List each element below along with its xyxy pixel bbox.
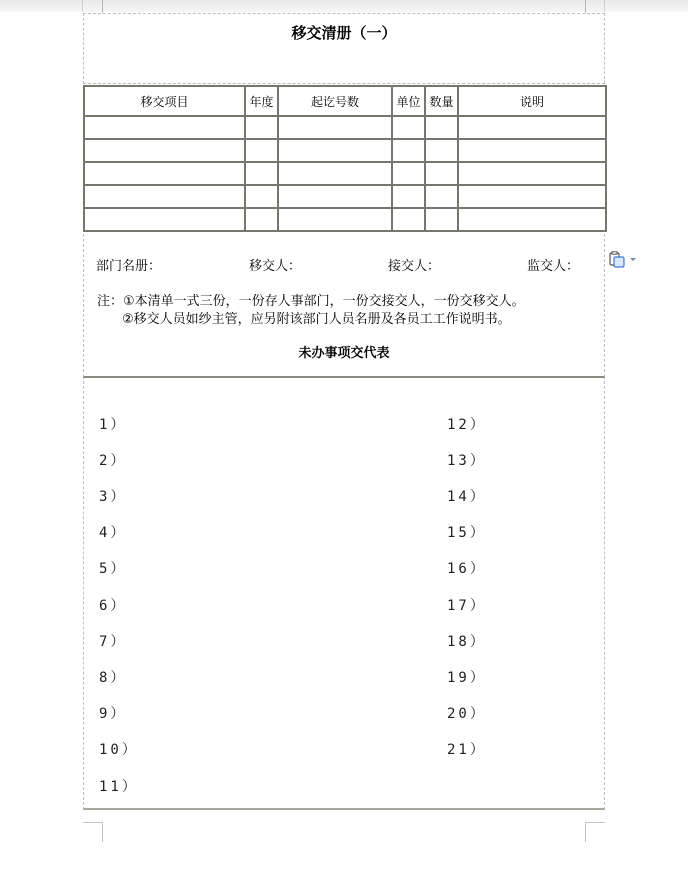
transfer-table (83, 85, 607, 232)
table-cell[interactable] (84, 208, 245, 231)
list-item: 4） (99, 525, 128, 541)
transferor-label: 移交人： (249, 259, 302, 274)
list-item: 16） (447, 561, 487, 577)
table-row (84, 116, 606, 139)
table-cell[interactable] (84, 162, 245, 185)
pending-items-list (83, 376, 605, 810)
pending-items-title: 未办事项交代表 (298, 346, 390, 361)
table-cell[interactable] (392, 139, 425, 162)
table-cell[interactable] (84, 185, 245, 208)
table-cell[interactable] (458, 208, 606, 231)
note-line-1: 注：①本清单一式三份，一份存人事部门，一份交接交人，一份交移交人。 (97, 294, 525, 309)
table-cell[interactable] (278, 116, 392, 139)
table-row (84, 139, 606, 162)
table-cell[interactable] (84, 139, 245, 162)
table-cell[interactable] (84, 116, 245, 139)
list-item: 12） (447, 417, 487, 433)
table-cell[interactable] (458, 139, 606, 162)
document-title: 移交清册（一） (291, 24, 397, 42)
supervisor-label: 监交人： (527, 259, 580, 274)
list-item: 19） (447, 670, 487, 686)
header-quantity: 数量 (425, 86, 458, 116)
table-cell[interactable] (245, 139, 278, 162)
receiver-label: 接交人： (388, 259, 441, 274)
table-cell[interactable] (245, 208, 278, 231)
chevron-down-icon[interactable] (630, 258, 636, 261)
margin-corner-mark (585, 822, 586, 842)
list-item: 13） (447, 453, 487, 469)
table-cell[interactable] (425, 208, 458, 231)
table-header-row (84, 86, 606, 116)
header-number-range: 起讫号数 (278, 86, 392, 116)
header-unit: 单位 (392, 86, 425, 116)
table-cell[interactable] (392, 116, 425, 139)
header-transfer-item: 移交项目 (84, 86, 245, 116)
title-frame (83, 13, 605, 84)
list-item: 5） (99, 561, 128, 577)
table-cell[interactable] (245, 162, 278, 185)
table-row (84, 208, 606, 231)
margin-corner-mark (83, 822, 103, 823)
list-item: 17） (447, 598, 487, 614)
table-cell[interactable] (458, 162, 606, 185)
list-item: 14） (447, 489, 487, 505)
table-cell[interactable] (425, 185, 458, 208)
table-cell[interactable] (278, 185, 392, 208)
list-item: 1） (99, 417, 128, 433)
table-cell[interactable] (392, 208, 425, 231)
list-item: 3） (99, 489, 128, 505)
list-item: 2） (99, 453, 128, 469)
list-item: 6） (99, 598, 128, 614)
page-edge (604, 0, 605, 12)
table-cell[interactable] (425, 139, 458, 162)
header-year: 年度 (245, 86, 278, 116)
margin-corner-mark (585, 0, 586, 13)
note-line-2: ②移交人员如纱主管，应另附该部门人员名册及各员工工作说明书。 (122, 312, 511, 327)
margin-corner-mark (102, 0, 103, 13)
table-cell[interactable] (245, 116, 278, 139)
table-row (84, 162, 606, 185)
list-item: 18） (447, 634, 487, 650)
table-cell[interactable] (392, 162, 425, 185)
list-item: 15） (447, 525, 487, 541)
table-cell[interactable] (392, 185, 425, 208)
list-item: 11） (99, 779, 139, 795)
table-cell[interactable] (278, 162, 392, 185)
table-cell[interactable] (458, 185, 606, 208)
list-item: 20） (447, 706, 487, 722)
list-item: 8） (99, 670, 128, 686)
list-item: 9） (99, 706, 128, 722)
list-item: 7） (99, 634, 128, 650)
table-cell[interactable] (425, 116, 458, 139)
page-edge (82, 0, 83, 12)
department-roster-label: 部门名册： (96, 259, 162, 274)
table-cell[interactable] (425, 162, 458, 185)
signature-notes-frame (83, 234, 605, 377)
list-item: 21） (447, 742, 487, 758)
header-description: 说明 (458, 86, 606, 116)
list-item: 10） (99, 742, 139, 758)
margin-corner-mark (102, 822, 103, 842)
table-cell[interactable] (458, 116, 606, 139)
table-cell[interactable] (278, 139, 392, 162)
table-row (84, 185, 606, 208)
table-cell[interactable] (245, 185, 278, 208)
margin-corner-mark (585, 822, 605, 823)
clipboard-paste-icon[interactable] (609, 251, 625, 269)
table-cell[interactable] (278, 208, 392, 231)
